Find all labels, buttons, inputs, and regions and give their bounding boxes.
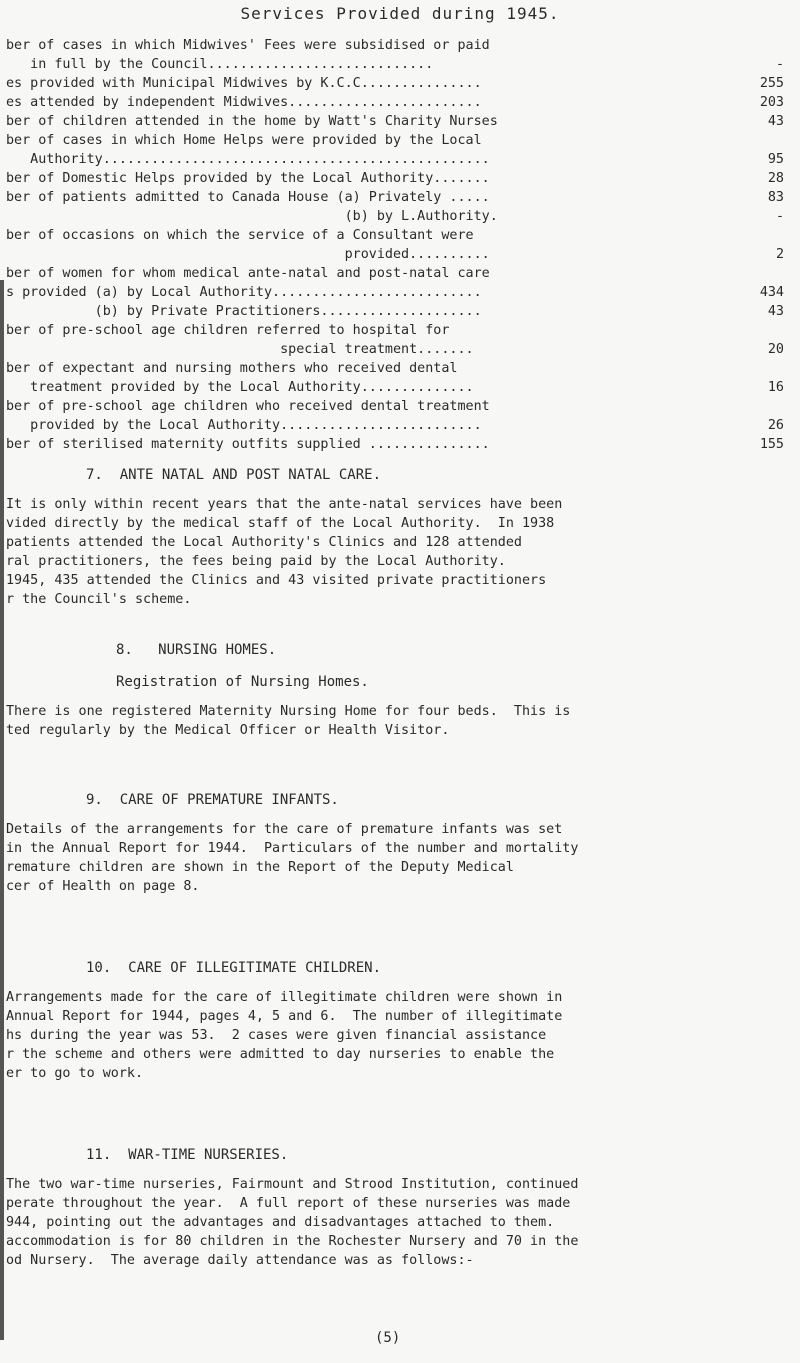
stat-row	[6, 397, 796, 416]
stat-row	[6, 435, 796, 454]
stat-label: es provided with Municipal Midwives by K.C.C...............	[6, 76, 482, 91]
stat-value: 83	[767, 190, 784, 205]
stat-value: 203	[759, 95, 784, 110]
text-line: There is one registered Maternity Nursing Home for four beds. This is	[6, 704, 571, 719]
text-line: ral practitioners, the fees being paid by the Local Authority.	[6, 554, 506, 569]
stat-value: 155	[759, 437, 784, 452]
stat-row	[6, 169, 796, 188]
section-9	[6, 790, 796, 896]
text-line: vided directly by the medical staff of the Local Authority. In 1938	[6, 516, 555, 531]
text-line: r the Council's scheme.	[6, 592, 192, 607]
stat-label: es attended by independent Midwives........................	[6, 95, 482, 110]
stat-row	[6, 416, 796, 435]
section-11	[6, 1145, 796, 1270]
section-8-subheading: Registration of Nursing Homes.	[116, 674, 369, 690]
text-line: Arrangements made for the care of illegitimate children were shown in	[6, 990, 563, 1005]
stat-value: 43	[767, 304, 784, 319]
stat-label: in full by the Council............................	[6, 57, 434, 72]
stat-value: -	[775, 209, 784, 224]
stat-label: ber of women for whom medical ante-natal and post-natal care	[6, 266, 490, 281]
stat-label: special treatment.......	[6, 342, 474, 357]
stat-row	[6, 74, 796, 93]
stat-row	[6, 340, 796, 359]
stat-row	[6, 93, 796, 112]
stat-label: ber of pre-school age children referred to hospital for	[6, 323, 450, 338]
stat-label: treatment provided by the Local Authority..............	[6, 380, 474, 395]
text-line: hs during the year was 53. 2 cases were given financial assistance	[6, 1028, 547, 1043]
stat-row	[6, 188, 796, 207]
text-line: od Nursery. The average daily attendance was as follows:-	[6, 1253, 474, 1268]
text-line: cer of Health on page 8.	[6, 879, 200, 894]
section-7-text	[6, 495, 796, 609]
stat-value: 95	[767, 152, 784, 167]
text-line: Details of the arrangements for the care of premature infants was set	[6, 822, 563, 837]
stat-row	[6, 55, 796, 74]
section-8	[6, 640, 796, 740]
stat-row	[6, 245, 796, 264]
section-8-heading: 8. NURSING HOMES.	[116, 642, 277, 658]
section-9-text	[6, 820, 796, 896]
stat-label: ber of sterilised maternity outfits supplied ...............	[6, 437, 490, 452]
text-line: patients attended the Local Authority's Clinics and 128 attended	[6, 535, 522, 550]
section-7-heading: 7. ANTE NATAL AND POST NATAL CARE.	[86, 467, 382, 483]
stat-value: 434	[759, 285, 784, 300]
stat-value: 43	[767, 114, 784, 129]
stat-label: ber of children attended in the home by Watt's Charity Nurses	[6, 114, 498, 129]
services-stats-list	[6, 36, 796, 454]
stat-row	[6, 359, 796, 378]
text-line: 1945, 435 attended the Clinics and 43 visited private practitioners	[6, 573, 547, 588]
stat-row	[6, 112, 796, 131]
text-line: It is only within recent years that the ante-natal services have been	[6, 497, 563, 512]
section-10-heading: 10. CARE OF ILLEGITIMATE CHILDREN.	[86, 960, 382, 976]
section-9-heading: 9. CARE OF PREMATURE INFANTS.	[86, 792, 339, 808]
stat-row	[6, 378, 796, 397]
text-line: Annual Report for 1944, pages 4, 5 and 6. The number of illegitimate	[6, 1009, 563, 1024]
text-line: The two war-time nurseries, Fairmount and Strood Institution, continued	[6, 1177, 579, 1192]
section-7	[6, 465, 796, 609]
stat-label: provided..........	[6, 247, 490, 262]
stat-value: 20	[767, 342, 784, 357]
stat-label: ber of occasions on which the service of a Consultant were	[6, 228, 474, 243]
page-number: (5)	[375, 1330, 401, 1346]
stat-label: (b) by L.Authority.	[6, 209, 498, 224]
stat-label: ber of cases in which Midwives' Fees were subsidised or paid	[6, 38, 490, 53]
stat-row	[6, 226, 796, 245]
stat-row	[6, 207, 796, 226]
stat-label: ber of Domestic Helps provided by the Local Authority.......	[6, 171, 490, 186]
stat-row	[6, 321, 796, 340]
stat-value: 28	[767, 171, 784, 186]
stat-label: ber of cases in which Home Helps were provided by the Local	[6, 133, 482, 148]
stat-row	[6, 264, 796, 283]
text-line: er to go to work.	[6, 1066, 144, 1081]
stat-label: provided by the Local Authority.........................	[6, 418, 482, 433]
text-line: ted regularly by the Medical Officer or Health Visitor.	[6, 723, 450, 738]
page-title: Services Provided during 1945.	[240, 4, 560, 23]
stat-row	[6, 36, 796, 55]
stat-row	[6, 131, 796, 150]
stat-row	[6, 302, 796, 321]
section-11-text	[6, 1175, 796, 1270]
stat-label: Authority................................................	[6, 152, 490, 167]
stat-label: s provided (a) by Local Authority..........................	[6, 285, 482, 300]
stat-value: 26	[767, 418, 784, 433]
stat-label: ber of pre-school age children who received dental treatment	[6, 399, 490, 414]
stat-row	[6, 150, 796, 169]
stat-value: 2	[775, 247, 784, 262]
stat-label: ber of expectant and nursing mothers who received dental	[6, 361, 458, 376]
text-line: remature children are shown in the Report of the Deputy Medical	[6, 860, 514, 875]
text-line: 944, pointing out the advantages and disadvantages attached to them.	[6, 1215, 555, 1230]
stat-value: 255	[759, 76, 784, 91]
text-line: perate throughout the year. A full report of these nurseries was made	[6, 1196, 571, 1211]
text-line: accommodation is for 80 children in the Rochester Nursery and 70 in the	[6, 1234, 579, 1249]
stat-value: -	[775, 57, 784, 72]
stat-label: ber of patients admitted to Canada House (a) Privately .....	[6, 190, 490, 205]
scan-edge	[0, 280, 4, 1340]
stat-value: 16	[767, 380, 784, 395]
stat-row	[6, 283, 796, 302]
section-11-heading: 11. WAR-TIME NURSERIES.	[86, 1147, 289, 1163]
text-line: in the Annual Report for 1944. Particulars of the number and mortality	[6, 841, 579, 856]
stat-label: (b) by Private Practitioners....................	[6, 304, 482, 319]
section-10	[6, 958, 796, 1083]
text-line: r the scheme and others were admitted to day nurseries to enable the	[6, 1047, 555, 1062]
section-10-text	[6, 988, 796, 1083]
section-8-text	[6, 702, 796, 740]
